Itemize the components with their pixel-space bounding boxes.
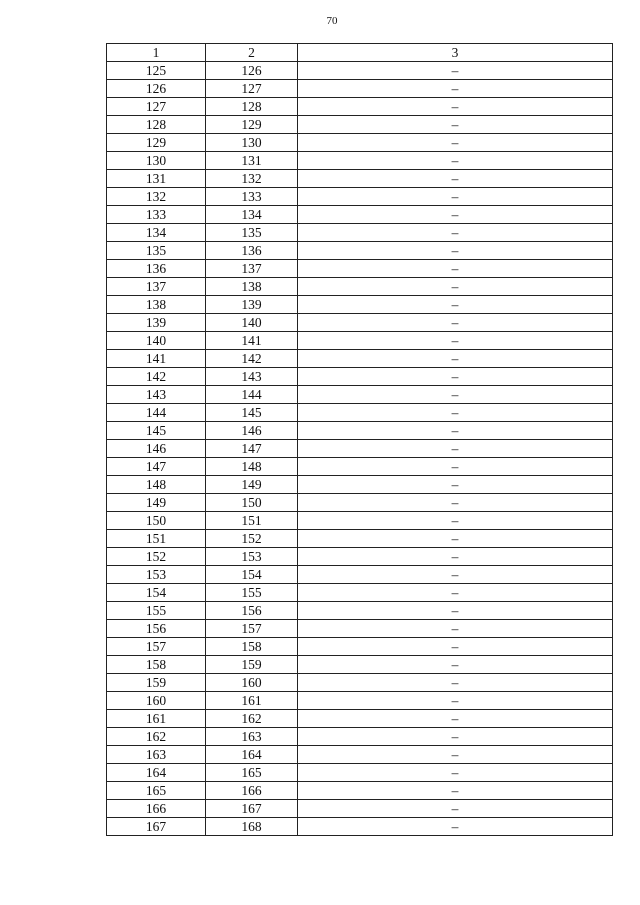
table-row (107, 152, 613, 170)
table-cell-col-1: 143 (107, 386, 206, 404)
table-cell-col-2: 140 (206, 314, 298, 332)
table-cell-col-1: 165 (107, 782, 206, 800)
table-cell-col-3: – (298, 134, 613, 152)
table-cell-col-3: – (298, 548, 613, 566)
table-cell-col-1: 166 (107, 800, 206, 818)
table-row (107, 548, 613, 566)
table-cell-col-2: 141 (206, 332, 298, 350)
table-cell-col-3: – (298, 584, 613, 602)
table-cell-col-2: 165 (206, 764, 298, 782)
table-cell-col-3: – (298, 116, 613, 134)
table-header (107, 44, 613, 62)
table-cell-col-1: 153 (107, 566, 206, 584)
table-cell-col-3: – (298, 800, 613, 818)
table-cell-col-1: 167 (107, 818, 206, 836)
table-cell-col-1: 126 (107, 80, 206, 98)
table-row (107, 692, 613, 710)
table-cell-col-1: 134 (107, 224, 206, 242)
table-cell-col-3: – (298, 188, 613, 206)
table-cell-col-3: – (298, 80, 613, 98)
header-row (107, 44, 613, 62)
page-number: 70 (326, 15, 338, 27)
table-row (107, 674, 613, 692)
table-row (107, 764, 613, 782)
table-cell-col-2: 167 (206, 800, 298, 818)
table-cell-col-1: 163 (107, 746, 206, 764)
table-row (107, 134, 613, 152)
table-row (107, 170, 613, 188)
table-row (107, 98, 613, 116)
table-cell-col-2: 153 (206, 548, 298, 566)
table-cell-col-1: 157 (107, 638, 206, 656)
table-cell-col-2: 166 (206, 782, 298, 800)
table-cell-col-1: 141 (107, 350, 206, 368)
table-cell-col-2: 159 (206, 656, 298, 674)
table-cell-col-3: – (298, 260, 613, 278)
table-cell-col-1: 138 (107, 296, 206, 314)
table-cell-col-3: – (298, 206, 613, 224)
table-cell-col-1: 135 (107, 242, 206, 260)
table-row (107, 584, 613, 602)
table-cell-col-3: – (298, 62, 613, 80)
table-cell-col-3: – (298, 512, 613, 530)
table-cell-col-2: 152 (206, 530, 298, 548)
table-row (107, 368, 613, 386)
table-row (107, 386, 613, 404)
table-cell-col-1: 164 (107, 764, 206, 782)
table-cell-col-3: – (298, 296, 613, 314)
table-cell-col-2: 131 (206, 152, 298, 170)
table-row (107, 638, 613, 656)
table-row (107, 440, 613, 458)
table-cell-col-2: 148 (206, 458, 298, 476)
table-cell-col-2: 130 (206, 134, 298, 152)
table-cell-col-1: 159 (107, 674, 206, 692)
table-cell-col-3: – (298, 278, 613, 296)
table-cell-col-3: – (298, 746, 613, 764)
table-cell-col-1: 133 (107, 206, 206, 224)
table-cell-col-2: 147 (206, 440, 298, 458)
table-cell-col-1: 129 (107, 134, 206, 152)
table-cell-col-1: 148 (107, 476, 206, 494)
table-cell-col-2: 150 (206, 494, 298, 512)
table-row (107, 620, 613, 638)
table-cell-col-3: – (298, 458, 613, 476)
table-row (107, 800, 613, 818)
table-cell-col-3: – (298, 242, 613, 260)
table-cell-col-2: 144 (206, 386, 298, 404)
table-cell-col-2: 145 (206, 404, 298, 422)
table-row (107, 530, 613, 548)
table-row (107, 458, 613, 476)
table-cell-col-1: 144 (107, 404, 206, 422)
table-cell-col-1: 146 (107, 440, 206, 458)
table-cell-col-1: 160 (107, 692, 206, 710)
table-cell-col-1: 136 (107, 260, 206, 278)
table-cell-col-3: – (298, 404, 613, 422)
table-cell-col-1: 147 (107, 458, 206, 476)
table-cell-col-2: 133 (206, 188, 298, 206)
table-cell-col-3: – (298, 350, 613, 368)
table-cell-col-1: 125 (107, 62, 206, 80)
table-row (107, 728, 613, 746)
table-row (107, 224, 613, 242)
table-cell-col-2: 151 (206, 512, 298, 530)
table-cell-col-3: – (298, 98, 613, 116)
table-row (107, 116, 613, 134)
header-cell-col-3: 3 (298, 44, 613, 62)
table-row (107, 782, 613, 800)
table-cell-col-2: 158 (206, 638, 298, 656)
table-cell-col-1: 145 (107, 422, 206, 440)
table-cell-col-3: – (298, 224, 613, 242)
table-row (107, 278, 613, 296)
table-row (107, 314, 613, 332)
table-cell-col-1: 142 (107, 368, 206, 386)
table-row (107, 206, 613, 224)
table-cell-col-3: – (298, 476, 613, 494)
table-cell-col-2: 155 (206, 584, 298, 602)
table-cell-col-2: 157 (206, 620, 298, 638)
table-cell-col-2: 149 (206, 476, 298, 494)
table-cell-col-3: – (298, 152, 613, 170)
table-cell-col-1: 156 (107, 620, 206, 638)
table-cell-col-2: 139 (206, 296, 298, 314)
table-cell-col-2: 129 (206, 116, 298, 134)
table-cell-col-3: – (298, 386, 613, 404)
table-cell-col-2: 164 (206, 746, 298, 764)
table-cell-col-3: – (298, 674, 613, 692)
table-cell-col-3: – (298, 368, 613, 386)
table-cell-col-3: – (298, 656, 613, 674)
table-cell-col-3: – (298, 530, 613, 548)
table-cell-col-1: 130 (107, 152, 206, 170)
table-cell-col-1: 161 (107, 710, 206, 728)
table-row (107, 404, 613, 422)
table-cell-col-1: 158 (107, 656, 206, 674)
table-cell-col-2: 161 (206, 692, 298, 710)
table-cell-col-3: – (298, 782, 613, 800)
table-row (107, 512, 613, 530)
table-row (107, 350, 613, 368)
table-cell-col-3: – (298, 710, 613, 728)
table-cell-col-2: 146 (206, 422, 298, 440)
table-cell-col-1: 139 (107, 314, 206, 332)
table-row (107, 746, 613, 764)
table-cell-col-1: 132 (107, 188, 206, 206)
table-cell-col-1: 131 (107, 170, 206, 188)
table-row (107, 188, 613, 206)
table-row (107, 422, 613, 440)
table-cell-col-2: 142 (206, 350, 298, 368)
table-cell-col-2: 156 (206, 602, 298, 620)
table-cell-col-2: 134 (206, 206, 298, 224)
table-cell-col-2: 135 (206, 224, 298, 242)
table-row (107, 260, 613, 278)
table-cell-col-1: 128 (107, 116, 206, 134)
data-table (106, 43, 613, 836)
table-cell-col-2: 168 (206, 818, 298, 836)
table-cell-col-3: – (298, 170, 613, 188)
table-cell-col-2: 160 (206, 674, 298, 692)
table-row (107, 818, 613, 836)
table-cell-col-3: – (298, 638, 613, 656)
table-row (107, 332, 613, 350)
table-cell-col-2: 162 (206, 710, 298, 728)
table-row (107, 296, 613, 314)
table-row (107, 656, 613, 674)
table-cell-col-1: 155 (107, 602, 206, 620)
table-cell-col-1: 151 (107, 530, 206, 548)
table-cell-col-3: – (298, 764, 613, 782)
table-cell-col-3: – (298, 566, 613, 584)
table-cell-col-1: 137 (107, 278, 206, 296)
table-cell-col-2: 163 (206, 728, 298, 746)
table-row (107, 242, 613, 260)
table-cell-col-3: – (298, 314, 613, 332)
header-cell-col-1: 1 (107, 44, 206, 62)
table-cell-col-3: – (298, 602, 613, 620)
table-cell-col-3: – (298, 620, 613, 638)
table-row (107, 62, 613, 80)
table-cell-col-2: 128 (206, 98, 298, 116)
table-row (107, 80, 613, 98)
table-cell-col-3: – (298, 440, 613, 458)
table-cell-col-2: 138 (206, 278, 298, 296)
table-cell-col-2: 136 (206, 242, 298, 260)
table-cell-col-2: 132 (206, 170, 298, 188)
table-cell-col-3: – (298, 494, 613, 512)
table-row (107, 602, 613, 620)
table-row (107, 710, 613, 728)
table-row (107, 566, 613, 584)
table-cell-col-1: 127 (107, 98, 206, 116)
table-cell-col-1: 150 (107, 512, 206, 530)
table-cell-col-3: – (298, 818, 613, 836)
table-cell-col-1: 149 (107, 494, 206, 512)
table-cell-col-1: 152 (107, 548, 206, 566)
table-cell-col-1: 162 (107, 728, 206, 746)
table-cell-col-3: – (298, 692, 613, 710)
table-cell-col-3: – (298, 422, 613, 440)
table-row (107, 476, 613, 494)
table-body (107, 62, 613, 836)
table-row (107, 494, 613, 512)
table-cell-col-3: – (298, 728, 613, 746)
table-cell-col-2: 137 (206, 260, 298, 278)
table-cell-col-2: 126 (206, 62, 298, 80)
table-cell-col-1: 154 (107, 584, 206, 602)
table-cell-col-3: – (298, 332, 613, 350)
header-cell-col-2: 2 (206, 44, 298, 62)
table-cell-col-2: 127 (206, 80, 298, 98)
table-cell-col-2: 143 (206, 368, 298, 386)
table-cell-col-2: 154 (206, 566, 298, 584)
table-cell-col-1: 140 (107, 332, 206, 350)
